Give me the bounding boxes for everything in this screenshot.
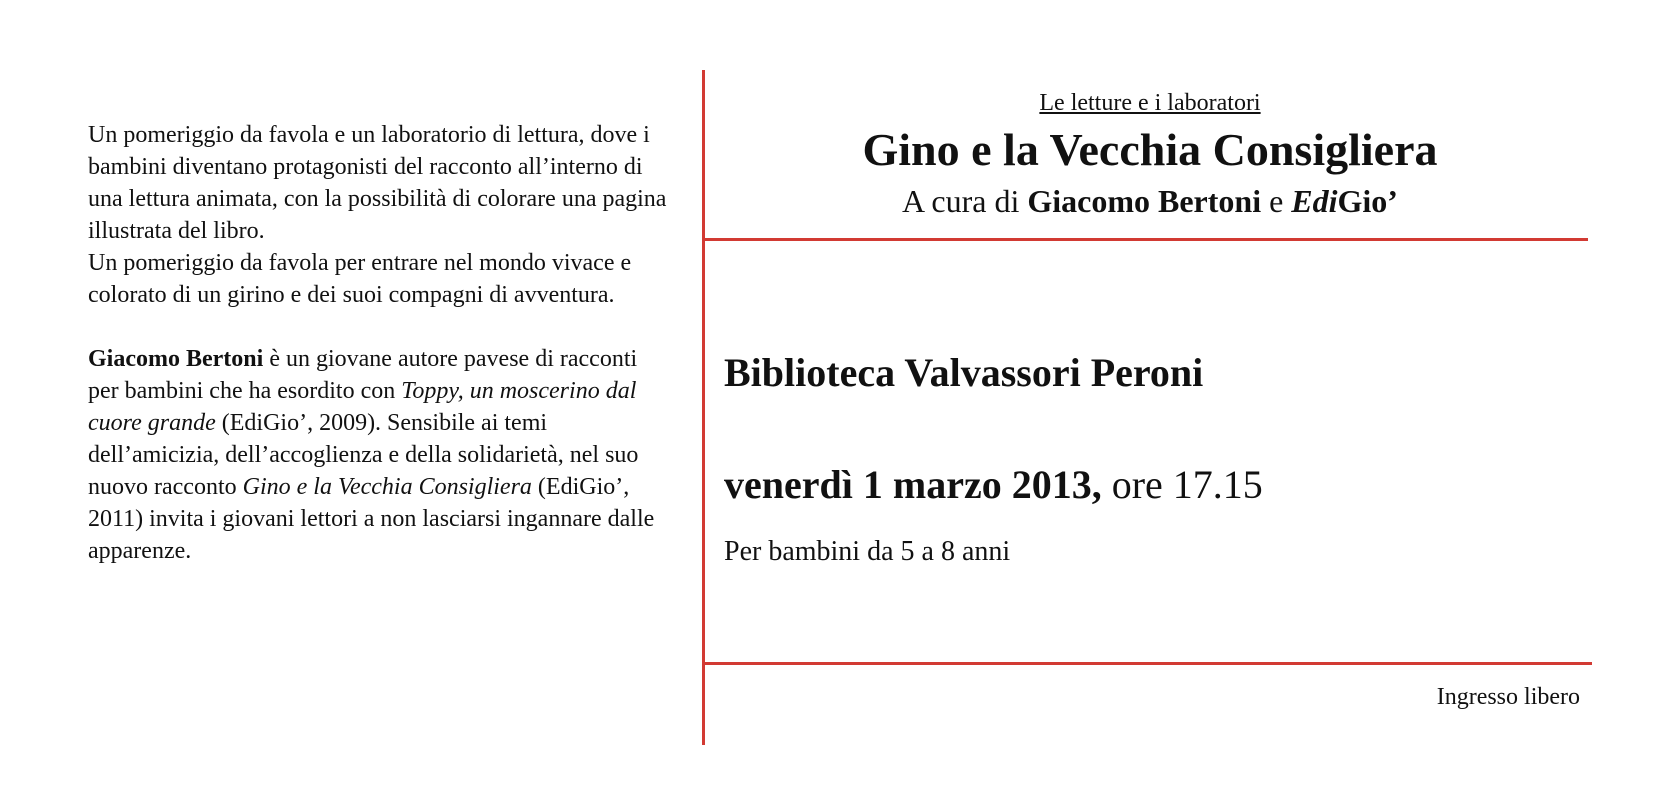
event-time: ore 17.15 bbox=[1101, 462, 1263, 507]
intro-paragraph-2: Un pomeriggio da favola per entrare nel mondo vivace e colorato di un girino e dei suoi compagni di avventura. bbox=[88, 250, 632, 308]
author-name: Giacomo Bertoni bbox=[88, 346, 264, 372]
curator-prefix: A cura di bbox=[902, 183, 1028, 219]
bio-text-1: è un giovane autore pavese di racconti per bambini che ha esordito con bbox=[88, 346, 638, 404]
curator-name: Giacomo Bertoni bbox=[1027, 183, 1262, 219]
entry-note: Ingresso libero bbox=[1436, 684, 1580, 710]
author-bio-paragraph bbox=[88, 343, 668, 567]
header-divider bbox=[704, 238, 1588, 241]
paragraph-spacer bbox=[88, 311, 668, 343]
book-title-2: Gino e la Vecchia Consigliera bbox=[242, 474, 532, 500]
publisher-name-rest: Gio’ bbox=[1337, 183, 1398, 219]
date-time-line bbox=[724, 460, 1263, 510]
publisher-name-italic: Edi bbox=[1291, 183, 1338, 219]
intro-paragraph-1: Un pomeriggio da favola e un laboratorio di lettura, dove i bambini diventano protagonisti del racconto all’interno di una lettura animata, con la possibilità di colorare una pagina illustrata del libro. bbox=[88, 122, 667, 244]
left-column bbox=[88, 119, 668, 567]
event-title: Gino e la Vecchia Consigliera bbox=[862, 124, 1438, 175]
audience-note: Per bambini da 5 a 8 anni bbox=[724, 536, 1011, 567]
publisher-name bbox=[1291, 183, 1398, 219]
bio-text-3: (EdiGio’, 2011) invita i giovani lettori a non lasciarsi ingannare dalle apparenze. bbox=[88, 474, 655, 564]
series-label: Le letture e i laboratori bbox=[1039, 90, 1261, 116]
bio-text-2: (EdiGio’, 2009). Sensibile ai temi dell’amicizia, dell’accoglienza e della solidarietà, nel suo nuovo racconto bbox=[88, 410, 639, 500]
curator-line bbox=[705, 180, 1595, 222]
event-date: venerdì 1 marzo 2013, bbox=[724, 462, 1102, 507]
footer-divider bbox=[704, 662, 1592, 665]
book-title-1: Toppy, un moscerino dal cuore grande bbox=[88, 378, 637, 436]
curator-conjunction: e bbox=[1261, 183, 1292, 219]
venue-name: Biblioteca Valvassori Peroni bbox=[724, 350, 1204, 395]
